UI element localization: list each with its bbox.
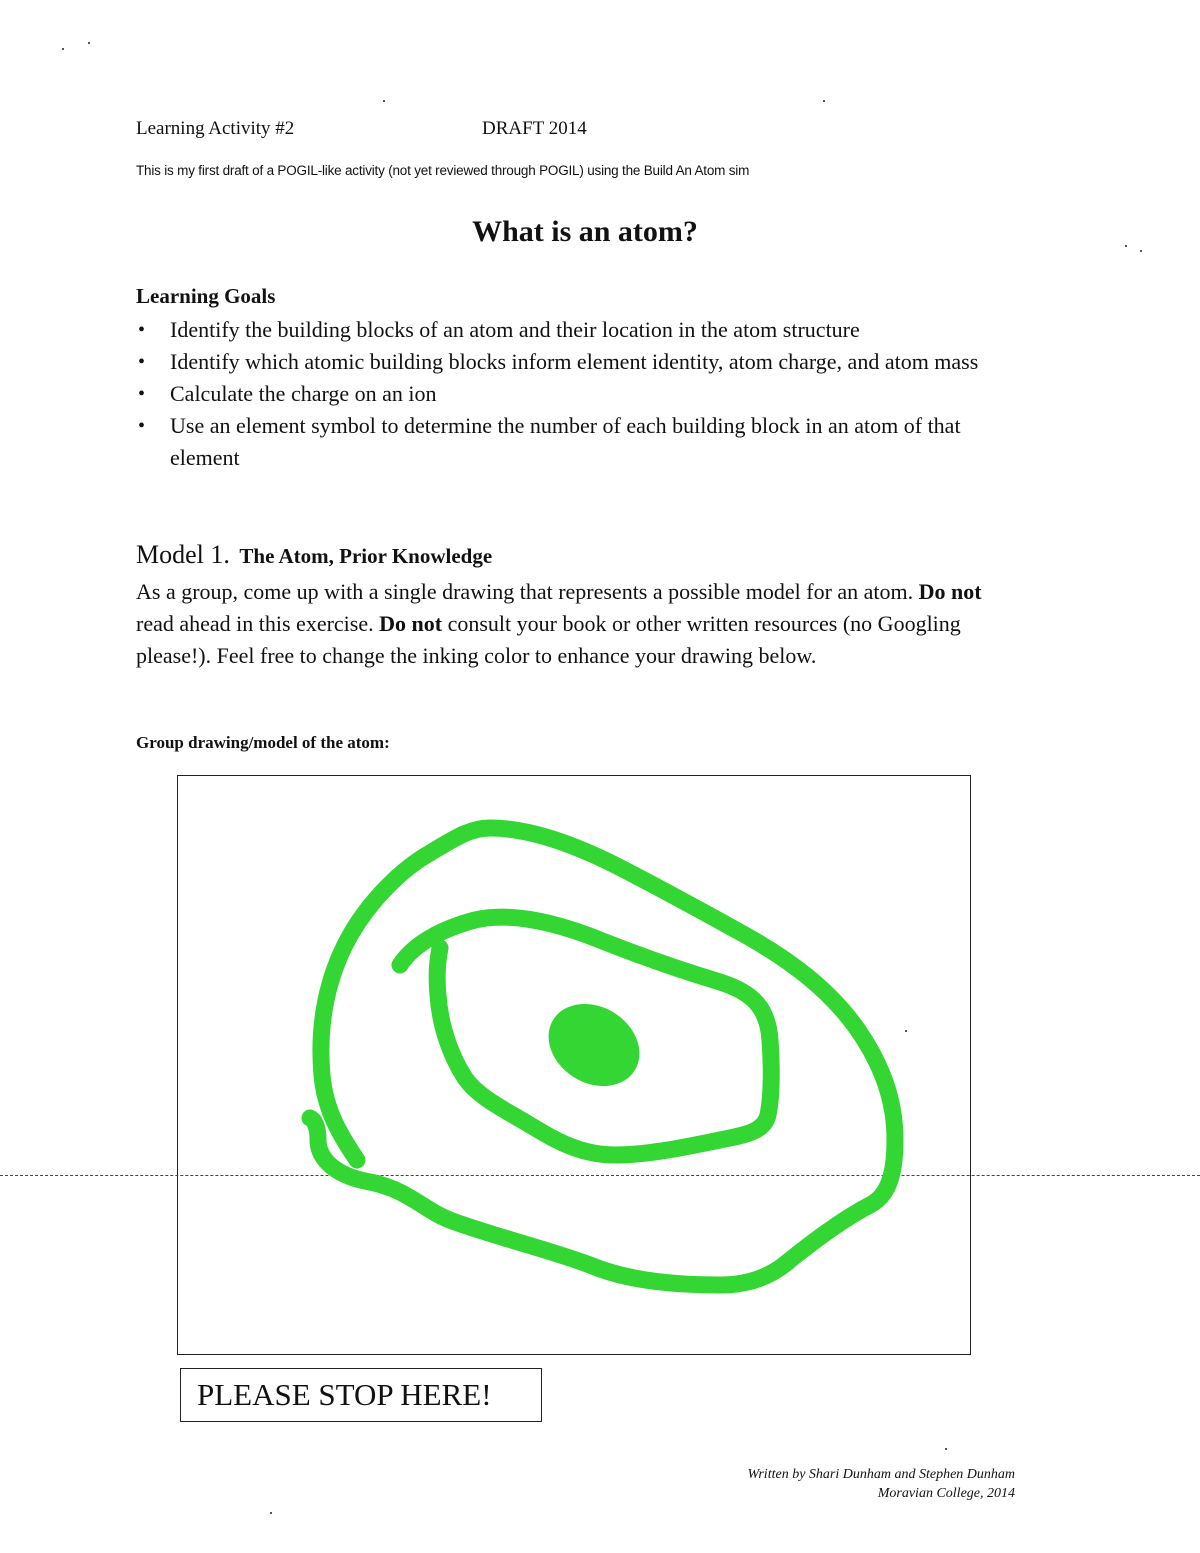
goal-item: • Use an element symbol to determine the number of each building block in an atom of that element <box>136 410 1016 474</box>
learning-goals-heading: Learning Goals <box>136 284 276 308</box>
instructions-part-1: As a group, come up with a single drawing that represents a possible model for an atom. <box>136 579 914 604</box>
drawing-label: Group drawing/model of the atom: <box>136 733 390 752</box>
stop-notice: PLEASE STOP HERE! <box>180 1368 542 1422</box>
draft-label: DRAFT 2014 <box>482 118 587 139</box>
instructions-part-2: read ahead in this exercise. <box>136 611 374 636</box>
do-not-emphasis: Do not <box>918 579 982 604</box>
do-not-emphasis: Do not <box>379 611 443 636</box>
scan-speck <box>62 48 64 50</box>
scan-speck <box>1140 250 1142 252</box>
goal-item: • Calculate the charge on an ion <box>136 378 1016 410</box>
credit-institution: Moravian College, 2014 <box>877 1486 1015 1501</box>
model-number: Model 1. <box>136 540 230 569</box>
model-subtitle: The Atom, Prior Knowledge <box>239 544 493 568</box>
scan-speck <box>945 1448 947 1450</box>
goal-item: • Identify which atomic building blocks inform element identity, atom charge, and atom mass <box>136 346 1016 378</box>
author-credit <box>747 1465 1015 1503</box>
instructions-part-3: consult your book or other written resources (no Googling please!). Feel free to change the inking color to enhance your drawing below. <box>136 611 961 668</box>
scan-speck <box>88 42 90 44</box>
goal-item: • Identify the building blocks of an atom and their location in the atom structure <box>136 314 1016 346</box>
scan-speck <box>383 100 385 102</box>
nucleus-blob <box>533 987 655 1102</box>
scan-speck <box>905 1030 907 1032</box>
credit-authors: Written by Shari Dunham and Stephen Dunham <box>747 1467 1015 1482</box>
page-title: What is an atom? <box>472 215 698 248</box>
scan-speck <box>823 100 825 102</box>
scan-speck <box>270 1512 272 1514</box>
scan-speck <box>1125 245 1127 247</box>
draft-note: This is my first draft of a POGIL-like activity (not yet reviewed through POGIL) using the Build An Atom sim <box>136 163 750 178</box>
activity-label: Learning Activity #2 <box>136 118 295 139</box>
